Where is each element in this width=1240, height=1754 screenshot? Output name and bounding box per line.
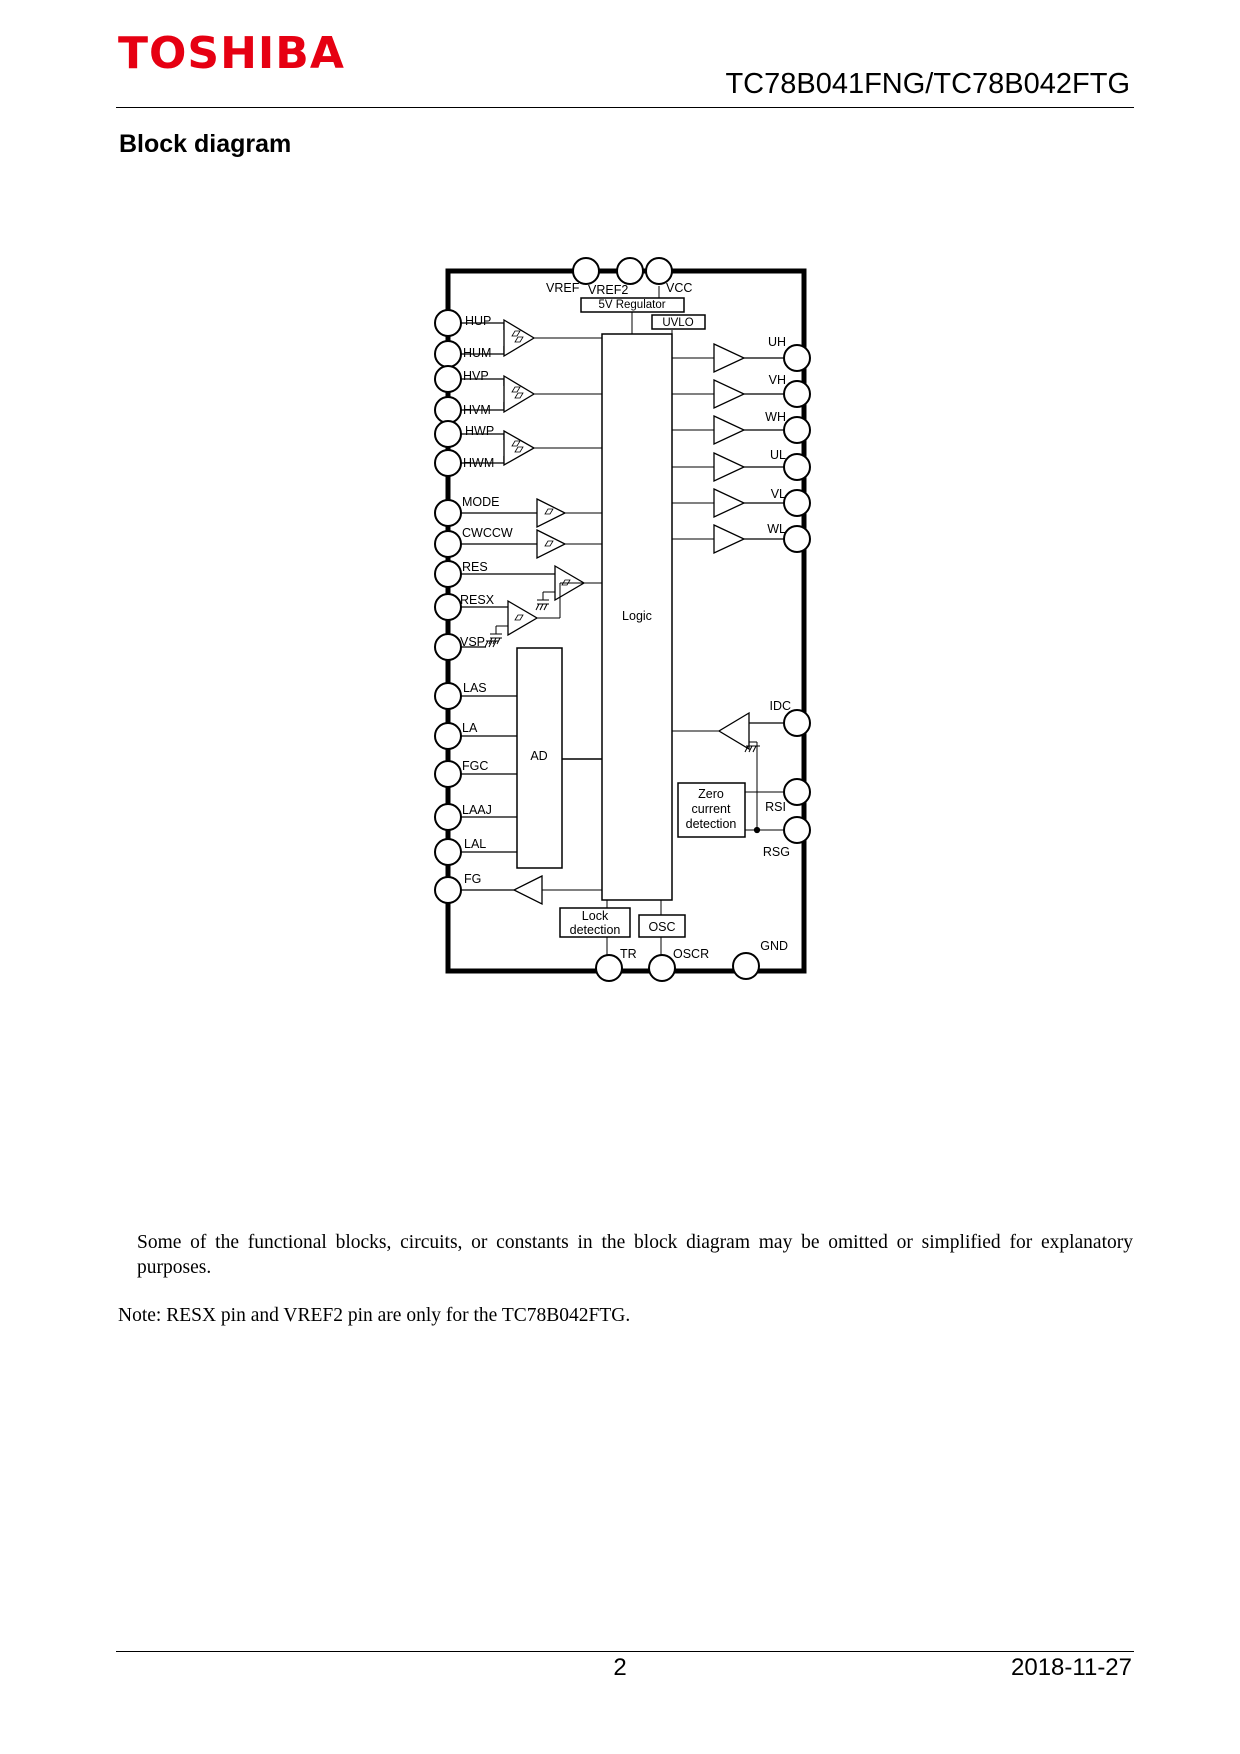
label-lal: LAL — [464, 837, 487, 851]
pin-gnd — [733, 953, 759, 979]
pin-resx — [435, 594, 461, 620]
label-hup: HUP — [465, 314, 492, 328]
pin-rsi — [784, 779, 810, 805]
zero-label-1: Zero — [698, 787, 724, 801]
label-tr: TR — [620, 947, 637, 961]
label-fg: FG — [464, 872, 482, 886]
label-wh: WH — [765, 410, 786, 424]
zero-label-3: detection — [685, 817, 737, 831]
label-res: RES — [462, 560, 488, 574]
toshiba-logo: TOSHIBA — [118, 28, 345, 79]
zero-label-2: current — [691, 802, 731, 816]
lock-label-1: Lock — [581, 909, 609, 923]
label-la: LA — [462, 721, 478, 735]
pin-cwccw — [435, 531, 461, 557]
ad-label: AD — [530, 749, 548, 763]
osc-label: OSC — [648, 920, 676, 934]
regulator-label: 5V Regulator — [598, 299, 666, 311]
footer-rule — [116, 1651, 1134, 1652]
pin-hup — [435, 310, 461, 336]
label-fgc: FGC — [462, 759, 489, 773]
pin-hwm — [435, 450, 461, 476]
pin-tr — [596, 955, 622, 981]
label-vl: VL — [770, 487, 786, 501]
pin-vsp — [435, 634, 461, 660]
label-hum: HUM — [463, 346, 492, 360]
label-mode: MODE — [462, 495, 500, 509]
label-uh: UH — [767, 335, 786, 349]
label-hvm: HVM — [463, 403, 491, 417]
pin-wl — [784, 526, 810, 552]
pin-vl — [784, 490, 810, 516]
pin-note: Note: RESX pin and VREF2 pin are only for the TC78B042FTG. — [118, 1305, 631, 1326]
pin-hwp — [435, 421, 461, 447]
label-rsi: RSI — [765, 800, 786, 814]
pin-lal — [435, 839, 461, 865]
page-number: 2 — [613, 1654, 627, 1681]
label-vcc: VCC — [666, 281, 693, 295]
pin-hum — [435, 341, 461, 367]
pin-oscr — [649, 955, 675, 981]
label-resx: RESX — [460, 593, 495, 607]
label-idc: IDC — [769, 699, 791, 713]
footer-date: 2018-11-27 — [1011, 1654, 1132, 1681]
pin-idc — [784, 710, 810, 736]
uvlo-label: UVLO — [662, 317, 694, 329]
label-vref2: VREF2 — [588, 283, 629, 297]
pin-hvm — [435, 397, 461, 423]
label-hwm: HWM — [463, 456, 495, 470]
disclaimer-note: Some of the functional blocks, circuits, or constants in the block diagram may be omitted or simplified for explanatory purposes. — [137, 1232, 1133, 1278]
pin-las — [435, 683, 461, 709]
label-rsg: RSG — [762, 845, 790, 859]
label-cwccw: CWCCW — [462, 526, 513, 540]
label-las: LAS — [463, 681, 487, 695]
label-ul: UL — [770, 448, 786, 462]
pin-fg — [435, 877, 461, 903]
pin-vh — [784, 381, 810, 407]
label-wl: WL — [767, 522, 786, 536]
pin-laaj — [435, 804, 461, 830]
part-number: TC78B041FNG/TC78B042FTG — [725, 68, 1130, 100]
label-laaj: LAAJ — [462, 803, 492, 817]
pin-vref2 — [617, 258, 643, 284]
pin-uh — [784, 345, 810, 371]
label-vref: VREF — [546, 281, 580, 295]
pin-ul — [784, 454, 810, 480]
pin-la — [435, 723, 461, 749]
label-hvp: HVP — [463, 369, 489, 383]
pin-mode — [435, 500, 461, 526]
logic-label: Logic — [622, 609, 652, 623]
section-title: Block diagram — [119, 130, 292, 158]
label-gnd: GND — [760, 939, 788, 953]
label-vsp: VSP — [460, 635, 486, 649]
label-vh: VH — [768, 373, 786, 387]
pin-fgc — [435, 761, 461, 787]
lock-label-2: detection — [569, 923, 621, 937]
label-hwp: HWP — [465, 424, 495, 438]
pin-rsg — [784, 817, 810, 843]
pin-hvp — [435, 366, 461, 392]
pin-wh — [784, 417, 810, 443]
pin-res — [435, 561, 461, 587]
label-oscr: OSCR — [673, 947, 710, 961]
